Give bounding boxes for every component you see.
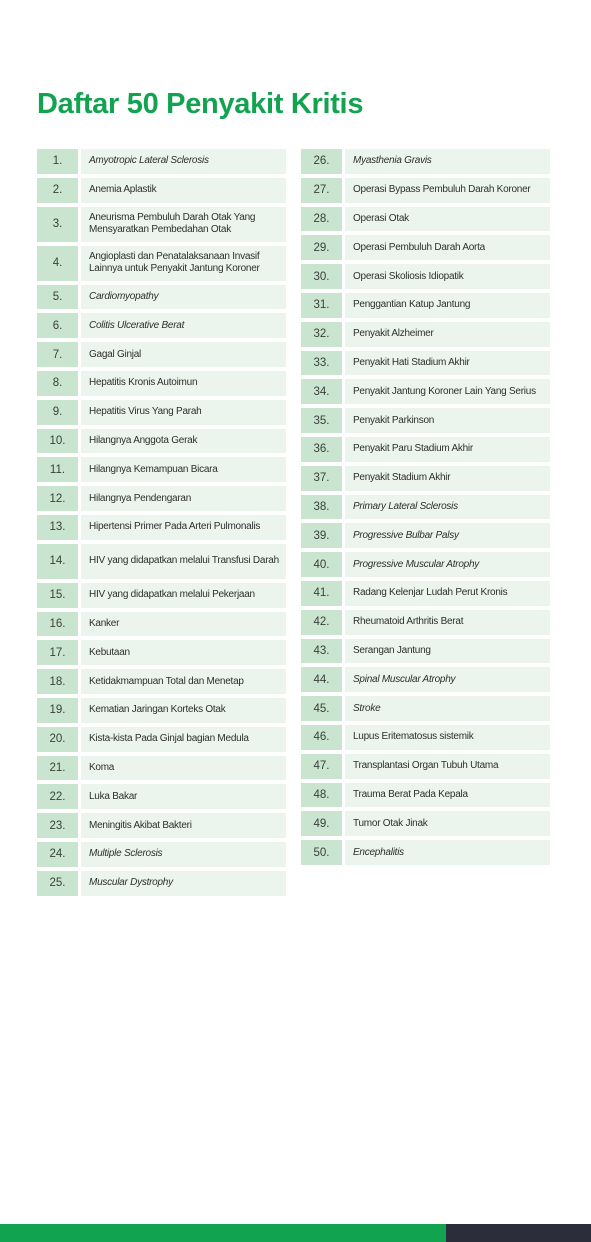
disease-name: Aneurisma Pembuluh Darah Otak Yang Mensyaratkan Pembedahan Otak [81,207,286,242]
disease-name: Hepatitis Virus Yang Parah [81,400,286,425]
disease-row [301,293,550,318]
disease-number: 39. [301,523,342,548]
disease-number: 13. [37,515,78,540]
disease-name: Radang Kelenjar Ludah Perut Kronis [345,581,550,606]
disease-row [37,612,286,637]
disease-row [301,725,550,750]
disease-row [37,342,286,367]
disease-number: 29. [301,235,342,260]
disease-name: Kista-kista Pada Ginjal bagian Medula [81,727,286,752]
page-title: Daftar 50 Penyakit Kritis [37,88,364,120]
disease-name: Anemia Aplastik [81,178,286,203]
disease-name: Amyotropic Lateral Sclerosis [81,149,286,174]
disease-number: 20. [37,727,78,752]
disease-row [37,400,286,425]
disease-row [37,698,286,723]
disease-row [301,523,550,548]
disease-list-left-column [37,149,286,900]
disease-number: 38. [301,495,342,520]
disease-number: 2. [37,178,78,203]
disease-number: 41. [301,581,342,606]
disease-number: 9. [37,400,78,425]
disease-name: Transplantasi Organ Tubuh Utama [345,754,550,779]
disease-row [37,457,286,482]
disease-row [301,264,550,289]
disease-number: 22. [37,784,78,809]
disease-name: Operasi Skoliosis Idiopatik [345,264,550,289]
disease-number: 1. [37,149,78,174]
disease-number: 3. [37,207,78,242]
disease-name: Primary Lateral Sclerosis [345,495,550,520]
disease-number: 31. [301,293,342,318]
disease-row [301,207,550,232]
disease-number: 43. [301,639,342,664]
disease-row [37,178,286,203]
disease-number: 11. [37,457,78,482]
disease-row [37,371,286,396]
footer-bar-green [0,1224,446,1242]
disease-number: 46. [301,725,342,750]
disease-name: Kanker [81,612,286,637]
disease-row [301,696,550,721]
disease-number: 33. [301,351,342,376]
disease-number: 45. [301,696,342,721]
disease-row [37,784,286,809]
disease-name: Hilangnya Anggota Gerak [81,429,286,454]
disease-name: Progressive Muscular Atrophy [345,552,550,577]
disease-row [301,552,550,577]
disease-name: Progressive Bulbar Palsy [345,523,550,548]
disease-row [37,285,286,310]
disease-name: Serangan Jantung [345,639,550,664]
disease-number: 28. [301,207,342,232]
disease-name: Hilangnya Kemampuan Bicara [81,457,286,482]
disease-name: Penyakit Stadium Akhir [345,466,550,491]
disease-row [37,149,286,174]
disease-row [301,639,550,664]
disease-name: Trauma Berat Pada Kepala [345,783,550,808]
disease-number: 42. [301,610,342,635]
disease-number: 14. [37,544,78,579]
disease-row [37,756,286,781]
disease-number: 48. [301,783,342,808]
disease-number: 12. [37,486,78,511]
disease-number: 4. [37,246,78,281]
disease-row [37,429,286,454]
disease-number: 21. [37,756,78,781]
disease-row [37,544,286,579]
disease-name: Hilangnya Pendengaran [81,486,286,511]
disease-row [37,727,286,752]
disease-name: Kematian Jaringan Korteks Otak [81,698,286,723]
disease-row [301,408,550,433]
disease-row [301,581,550,606]
disease-row [301,783,550,808]
disease-number: 8. [37,371,78,396]
disease-name: Operasi Bypass Pembuluh Darah Koroner [345,178,550,203]
disease-number: 40. [301,552,342,577]
disease-row [301,178,550,203]
disease-row [37,583,286,608]
disease-name: Kebutaan [81,640,286,665]
disease-row [37,842,286,867]
disease-row [37,207,286,242]
disease-name: Hipertensi Primer Pada Arteri Pulmonalis [81,515,286,540]
disease-name: Koma [81,756,286,781]
disease-row [37,486,286,511]
disease-number: 19. [37,698,78,723]
disease-name: Spinal Muscular Atrophy [345,667,550,692]
disease-row [37,246,286,281]
disease-number: 36. [301,437,342,462]
disease-name: Encephalitis [345,840,550,865]
disease-name: HIV yang didapatkan melalui Transfusi Darah [81,544,286,579]
disease-name: Operasi Otak [345,207,550,232]
disease-number: 6. [37,313,78,338]
disease-name: Meningitis Akibat Bakteri [81,813,286,838]
disease-number: 23. [37,813,78,838]
disease-number: 47. [301,754,342,779]
disease-number: 37. [301,466,342,491]
disease-name: HIV yang didapatkan melalui Pekerjaan [81,583,286,608]
disease-row [301,379,550,404]
disease-number: 50. [301,840,342,865]
disease-row [301,840,550,865]
disease-row [301,667,550,692]
disease-number: 25. [37,871,78,896]
footer-bar-dark [446,1224,591,1242]
disease-name: Rheumatoid Arthritis Berat [345,610,550,635]
disease-name: Myasthenia Gravis [345,149,550,174]
disease-name: Penyakit Paru Stadium Akhir [345,437,550,462]
disease-row [37,515,286,540]
disease-number: 18. [37,669,78,694]
disease-number: 30. [301,264,342,289]
disease-row [37,640,286,665]
disease-number: 35. [301,408,342,433]
disease-name: Multiple Sclerosis [81,842,286,867]
disease-row [301,437,550,462]
disease-number: 5. [37,285,78,310]
disease-number: 49. [301,811,342,836]
disease-row [301,811,550,836]
disease-name: Hepatitis Kronis Autoimun [81,371,286,396]
disease-row [37,871,286,896]
disease-name: Penggantian Katup Jantung [345,293,550,318]
disease-number: 10. [37,429,78,454]
disease-name: Ketidakmampuan Total dan Menetap [81,669,286,694]
disease-row [301,351,550,376]
disease-number: 27. [301,178,342,203]
disease-name: Tumor Otak Jinak [345,811,550,836]
disease-number: 17. [37,640,78,665]
disease-number: 34. [301,379,342,404]
disease-row [301,495,550,520]
disease-row [301,610,550,635]
disease-number: 24. [37,842,78,867]
disease-number: 16. [37,612,78,637]
disease-row [301,466,550,491]
disease-list-right-column [301,149,550,869]
disease-row [37,813,286,838]
disease-row [301,149,550,174]
disease-name: Angioplasti dan Penatalaksanaan Invasif Lainnya untuk Penyakit Jantung Koroner [81,246,286,281]
disease-name: Operasi Pembuluh Darah Aorta [345,235,550,260]
disease-name: Luka Bakar [81,784,286,809]
disease-name: Penyakit Jantung Koroner Lain Yang Serius [345,379,550,404]
disease-name: Penyakit Parkinson [345,408,550,433]
disease-row [301,235,550,260]
disease-name: Cardiomyopathy [81,285,286,310]
disease-row [301,322,550,347]
disease-row [37,669,286,694]
disease-number: 32. [301,322,342,347]
disease-name: Penyakit Alzheimer [345,322,550,347]
disease-number: 7. [37,342,78,367]
disease-number: 26. [301,149,342,174]
disease-name: Gagal Ginjal [81,342,286,367]
disease-name: Stroke [345,696,550,721]
disease-name: Colitis Ulcerative Berat [81,313,286,338]
disease-name: Penyakit Hati Stadium Akhir [345,351,550,376]
disease-number: 44. [301,667,342,692]
disease-row [37,313,286,338]
disease-name: Muscular Dystrophy [81,871,286,896]
disease-row [301,754,550,779]
disease-name: Lupus Eritematosus sistemik [345,725,550,750]
disease-number: 15. [37,583,78,608]
